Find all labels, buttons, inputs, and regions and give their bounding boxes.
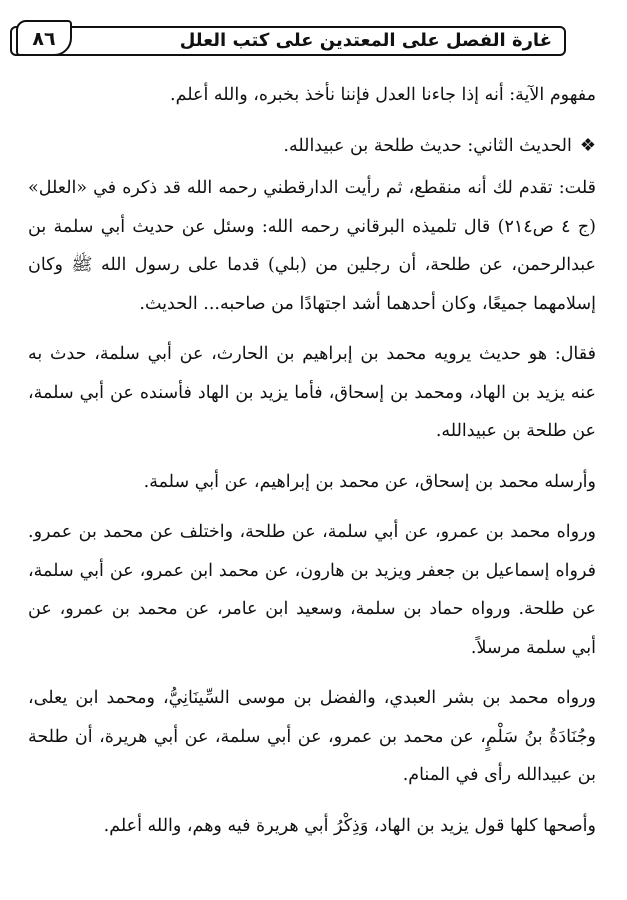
paragraph-8: وأصحها كلها قول يزيد بن الهاد، وَذِكْرُ أبي هريرة فيه وهم، والله أعلم. bbox=[103, 815, 596, 836]
paragraph-3: قلت: تقدم لك أنه منقطع، ثم رأيت الدارقطني رحمه الله قد ذكره في «العلل» (ج ٤ ص٢١٤) قال تلميذه البرقاني رحمه الله: وسئل عن حديث أبي سلمة بن عبدالرحمن، عن طلحة، أن رجلين من (بلي) قدما على رسول الله ﷺ وكان إسلامهما جميعًا، وكان أحدهما أشد اجتهادًا من صاحبه... الحديث. bbox=[28, 178, 596, 314]
diamond-ornament-icon: ❖ bbox=[579, 134, 596, 156]
paragraph-5: وأرسله محمد بن إسحاق، عن محمد بن إبراهيم، عن أبي سلمة. bbox=[143, 471, 596, 492]
section-heading-text: الحديث الثاني: حديث طلحة بن عبيدالله. bbox=[283, 135, 572, 156]
page-number: ٨٦ bbox=[16, 20, 72, 56]
page-body bbox=[28, 76, 596, 857]
paragraph-4: فقال: هو حديث يرويه محمد بن إبراهيم بن الحارث، عن أبي سلمة، حدث به عنه يزيد بن الهاد، ومحمد بن إسحاق، فأما يزيد بن الهاد فأسنده عن أبي سلمة، عن طلحة بن عبيدالله. bbox=[28, 344, 596, 441]
paragraph-1: مفهوم الآية: أنه إذا جاءنا العدل فإننا نأخذ بخبره، والله أعلم. bbox=[170, 85, 596, 105]
paragraph-7: ورواه محمد بن بشر العبدي، والفضل بن موسى السِّينَانِيُّ، ومحمد ابن يعلى، وجُنَادَةُ بنُ سَلْمٍ، عن محمد بن عمرو، عن أبي سلمة، عن أبي هريرة، أن طلحة بن عبيدالله رأى في المنام. bbox=[28, 688, 596, 785]
header-title: غارة الفصل على المعتدين على كتب العلل bbox=[179, 30, 552, 51]
paragraph-6: ورواه محمد بن عمرو، عن أبي سلمة، عن طلحة، واختلف عن محمد بن عمرو. فرواه إسماعيل بن جعفر ويزيد بن هارون، عن محمد ابن عمرو، عن أبي سلمة، عن طلحة. ورواه حماد بن سلمة، وسعيد ابن عامر، عن محمد بن عمرو، عن أبي سلمة مرسلاً. bbox=[28, 522, 596, 658]
section-heading bbox=[28, 127, 596, 166]
running-header bbox=[10, 26, 566, 56]
